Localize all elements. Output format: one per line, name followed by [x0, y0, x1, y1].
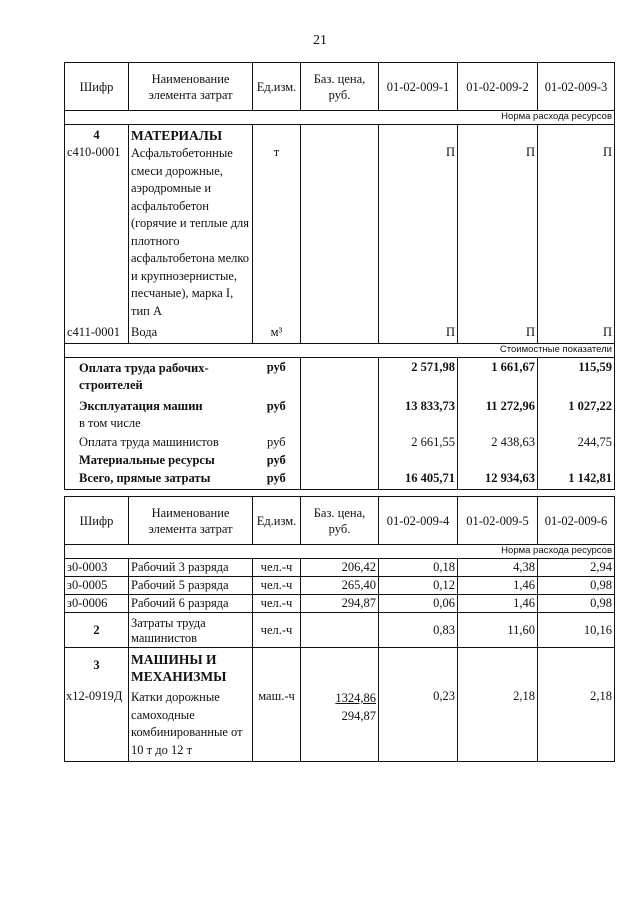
- header-col-6: 01-02-009-6: [538, 497, 615, 545]
- cost-row: [65, 395, 615, 415]
- group-row: [65, 125, 615, 145]
- row-price: 294,87: [301, 595, 379, 613]
- row-value-1: 0,12: [379, 577, 458, 595]
- table-row: [65, 144, 615, 321]
- header-col-2: 01-02-009-2: [458, 63, 538, 111]
- labor-value-1: 0,83: [379, 613, 458, 648]
- cost-unit: руб: [253, 451, 301, 469]
- row-price: 206,42: [301, 559, 379, 577]
- machine-code: х12-0919Д: [65, 686, 129, 762]
- cost-name: Всего, прямые затраты: [65, 469, 253, 490]
- group-code: 3: [65, 648, 129, 687]
- row-code: с411-0001: [65, 321, 129, 344]
- cost-value-1: 2 661,55: [379, 432, 458, 451]
- table-row: [65, 559, 615, 577]
- header-col-3: 01-02-009-3: [538, 63, 615, 111]
- labor-value-2: 11,60: [458, 613, 538, 648]
- cost-label: Стоимостные показатели: [65, 344, 615, 358]
- cost-value-2: 1 661,67: [458, 358, 538, 396]
- row-value-2: 1,46: [458, 595, 538, 613]
- labor-row: [65, 613, 615, 648]
- machine-value-2: 2,18: [458, 686, 538, 762]
- header-col-5: 01-02-009-5: [458, 497, 538, 545]
- row-price: 265,40: [301, 577, 379, 595]
- row-code: з0-0003: [65, 559, 129, 577]
- resource-table-2: [64, 496, 615, 762]
- section-label: Норма расхода ресурсов: [65, 545, 615, 559]
- cost-name: в том числе: [65, 415, 253, 432]
- row-value-3: 2,94: [538, 559, 615, 577]
- row-value-1: 0,06: [379, 595, 458, 613]
- row-value-3: 0,98: [538, 595, 615, 613]
- cost-unit: руб: [253, 358, 301, 396]
- row-code: з0-0006: [65, 595, 129, 613]
- row-unit: т: [253, 144, 301, 321]
- machine-price: [301, 686, 379, 762]
- page-number: 21: [313, 33, 327, 48]
- group-name: МАТЕРИАЛЫ: [129, 125, 253, 145]
- resource-table-1: [64, 62, 615, 490]
- table-header: [65, 63, 615, 111]
- cost-row: [65, 358, 615, 396]
- labor-name: Затраты труда машинистов: [129, 613, 253, 648]
- cost-value-2: 11 272,96: [458, 395, 538, 415]
- row-unit: чел.-ч: [253, 559, 301, 577]
- machine-price-main: 1324,86: [335, 691, 376, 705]
- row-value-1: 0,18: [379, 559, 458, 577]
- header-price: Баз. цена, руб.: [301, 63, 379, 111]
- row-value-2: П: [458, 144, 538, 321]
- machine-unit: маш.-ч: [253, 686, 301, 762]
- row-value-3: П: [538, 144, 615, 321]
- header-unit: Ед.изм.: [253, 497, 301, 545]
- header-unit: Ед.изм.: [253, 63, 301, 111]
- row-unit: чел.-ч: [253, 577, 301, 595]
- cost-value-3: 115,59: [538, 358, 615, 396]
- section-label-row: [65, 545, 615, 559]
- row-name: Рабочий 6 разряда: [129, 595, 253, 613]
- machine-value-3: 2,18: [538, 686, 615, 762]
- cost-row: [65, 451, 615, 469]
- header-code: Шифр: [65, 63, 129, 111]
- header-name: Наименование элемента затрат: [129, 497, 253, 545]
- cost-name: Оплата труда рабочих-строителей: [65, 358, 253, 396]
- row-value-1: П: [379, 144, 458, 321]
- cost-unit: руб: [253, 395, 301, 415]
- section-label: Норма расхода ресурсов: [65, 111, 615, 125]
- header-code: Шифр: [65, 497, 129, 545]
- cost-name: Материальные ресурсы: [65, 451, 253, 469]
- row-name: Рабочий 3 разряда: [129, 559, 253, 577]
- row-value-2: П: [458, 321, 538, 344]
- cost-unit: руб: [253, 432, 301, 451]
- section-label-row: [65, 111, 615, 125]
- cost-row: [65, 432, 615, 451]
- machine-value-1: 0,23: [379, 686, 458, 762]
- row-name: Вода: [129, 321, 253, 344]
- row-value-2: 1,46: [458, 577, 538, 595]
- row-unit: м³: [253, 321, 301, 344]
- cost-value-1: 13 833,73: [379, 395, 458, 415]
- cost-value-1: 2 571,98: [379, 358, 458, 396]
- row-value-2: 4,38: [458, 559, 538, 577]
- row-value-3: П: [538, 321, 615, 344]
- cost-value-3: 244,75: [538, 432, 615, 451]
- machine-price-labor: 294,87: [341, 709, 376, 723]
- cost-unit: руб: [253, 469, 301, 490]
- cost-value-2: 2 438,63: [458, 432, 538, 451]
- machine-row: [65, 686, 615, 762]
- row-name: Асфальтобетонные смеси дорожные, аэродромные и асфальтобетон (горячие и теплые для плотного асфальтобетона мелко и крупнозернистые, песчаные), марка I, тип А: [129, 144, 253, 321]
- cost-row: [65, 415, 615, 432]
- group-code: 4: [65, 125, 129, 145]
- cost-name: Оплата труда машинистов: [65, 432, 253, 451]
- table-row: [65, 595, 615, 613]
- cost-value-3: 1 027,22: [538, 395, 615, 415]
- table-row: [65, 321, 615, 344]
- group-row: [65, 648, 615, 687]
- labor-code: 2: [65, 613, 129, 648]
- header-price: Баз. цена, руб.: [301, 497, 379, 545]
- table-header: [65, 497, 615, 545]
- cost-label-row: [65, 344, 615, 358]
- row-code: с410-0001: [65, 144, 129, 321]
- header-col-4: 01-02-009-4: [379, 497, 458, 545]
- row-value-1: П: [379, 321, 458, 344]
- cost-value-1: 16 405,71: [379, 469, 458, 490]
- row-name: Рабочий 5 разряда: [129, 577, 253, 595]
- cost-value-3: 1 142,81: [538, 469, 615, 490]
- cost-row: [65, 469, 615, 490]
- row-value-3: 0,98: [538, 577, 615, 595]
- cost-name: Эксплуатация машин: [65, 395, 253, 415]
- cost-value-2: 12 934,63: [458, 469, 538, 490]
- header-col-1: 01-02-009-1: [379, 63, 458, 111]
- group-name: МАШИНЫ И МЕХАНИЗМЫ: [129, 648, 253, 687]
- machine-name: Катки дорожные самоходные комбинированные от 10 т до 12 т: [129, 686, 253, 762]
- row-code: з0-0005: [65, 577, 129, 595]
- labor-value-3: 10,16: [538, 613, 615, 648]
- table-row: [65, 577, 615, 595]
- row-unit: чел.-ч: [253, 595, 301, 613]
- header-name: Наименование элемента затрат: [129, 63, 253, 111]
- labor-unit: чел.-ч: [253, 613, 301, 648]
